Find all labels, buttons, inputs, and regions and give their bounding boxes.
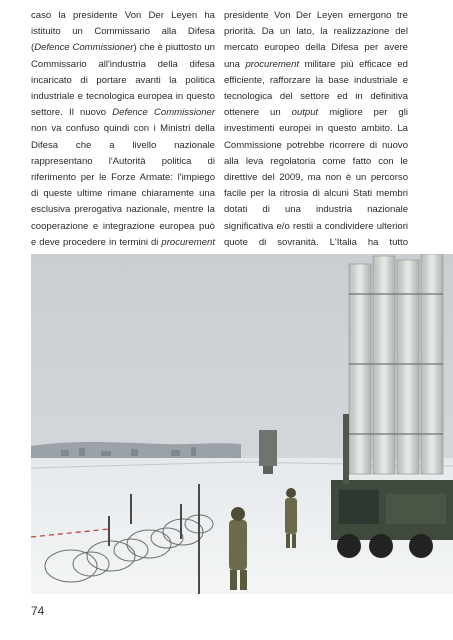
photo-missile-launcher-snow (31, 254, 453, 594)
italic-run: procurement (161, 236, 215, 248)
text-run: non va confuso quindi con i Ministri della Difesa che a livello nazionale rappresentano l'Autorità politica di riferimento per le Forze Armate: l'impiego di queste ultime rimane chiaramente una esclusiva prerogativa nazionale, mentre la cooperazione e integrazione europea può e deve procedere in termini di (31, 123, 215, 248)
text-run: caso la presidente Von Der Leyen ha istituito un Commissario alla Difesa ( (31, 10, 215, 54)
italic-run: Defence Commissioner (34, 42, 134, 54)
italic-run: output (291, 107, 319, 119)
text-run: ) che è piuttosto un Commissario all'industria della difesa incaricato di portare avanti la politica industriale e tecnologica europea in questo settore. Il nuovo (31, 42, 215, 119)
text-run: migliore per gli investimenti europei in questo ambito. La Commissione potrebbe ricorrere di nuovo alla leva regolatoria come fatto con le direttive del 2009, ma non è un percorso facile per la ritrosia di alcuni Stati membri dotati di una industria nazionale significativa e/o restii a condividere ulteriori quote di sovranità. L'Italia ha tutto (224, 107, 408, 248)
italic-run: Defence Commissioner (112, 107, 215, 119)
text-run: presidente Von Der Leyen emergono tre priorità. Da un lato, la realizzazione del mercato europeo della Difesa per avere una (224, 10, 408, 70)
text-run: militare più efficace ed efficiente, rafforzare la base industriale e tecnologica del settore ed in definitiva ottenere un (224, 58, 408, 119)
italic-run: procurement (245, 58, 300, 70)
page-number: 74 (31, 604, 45, 618)
